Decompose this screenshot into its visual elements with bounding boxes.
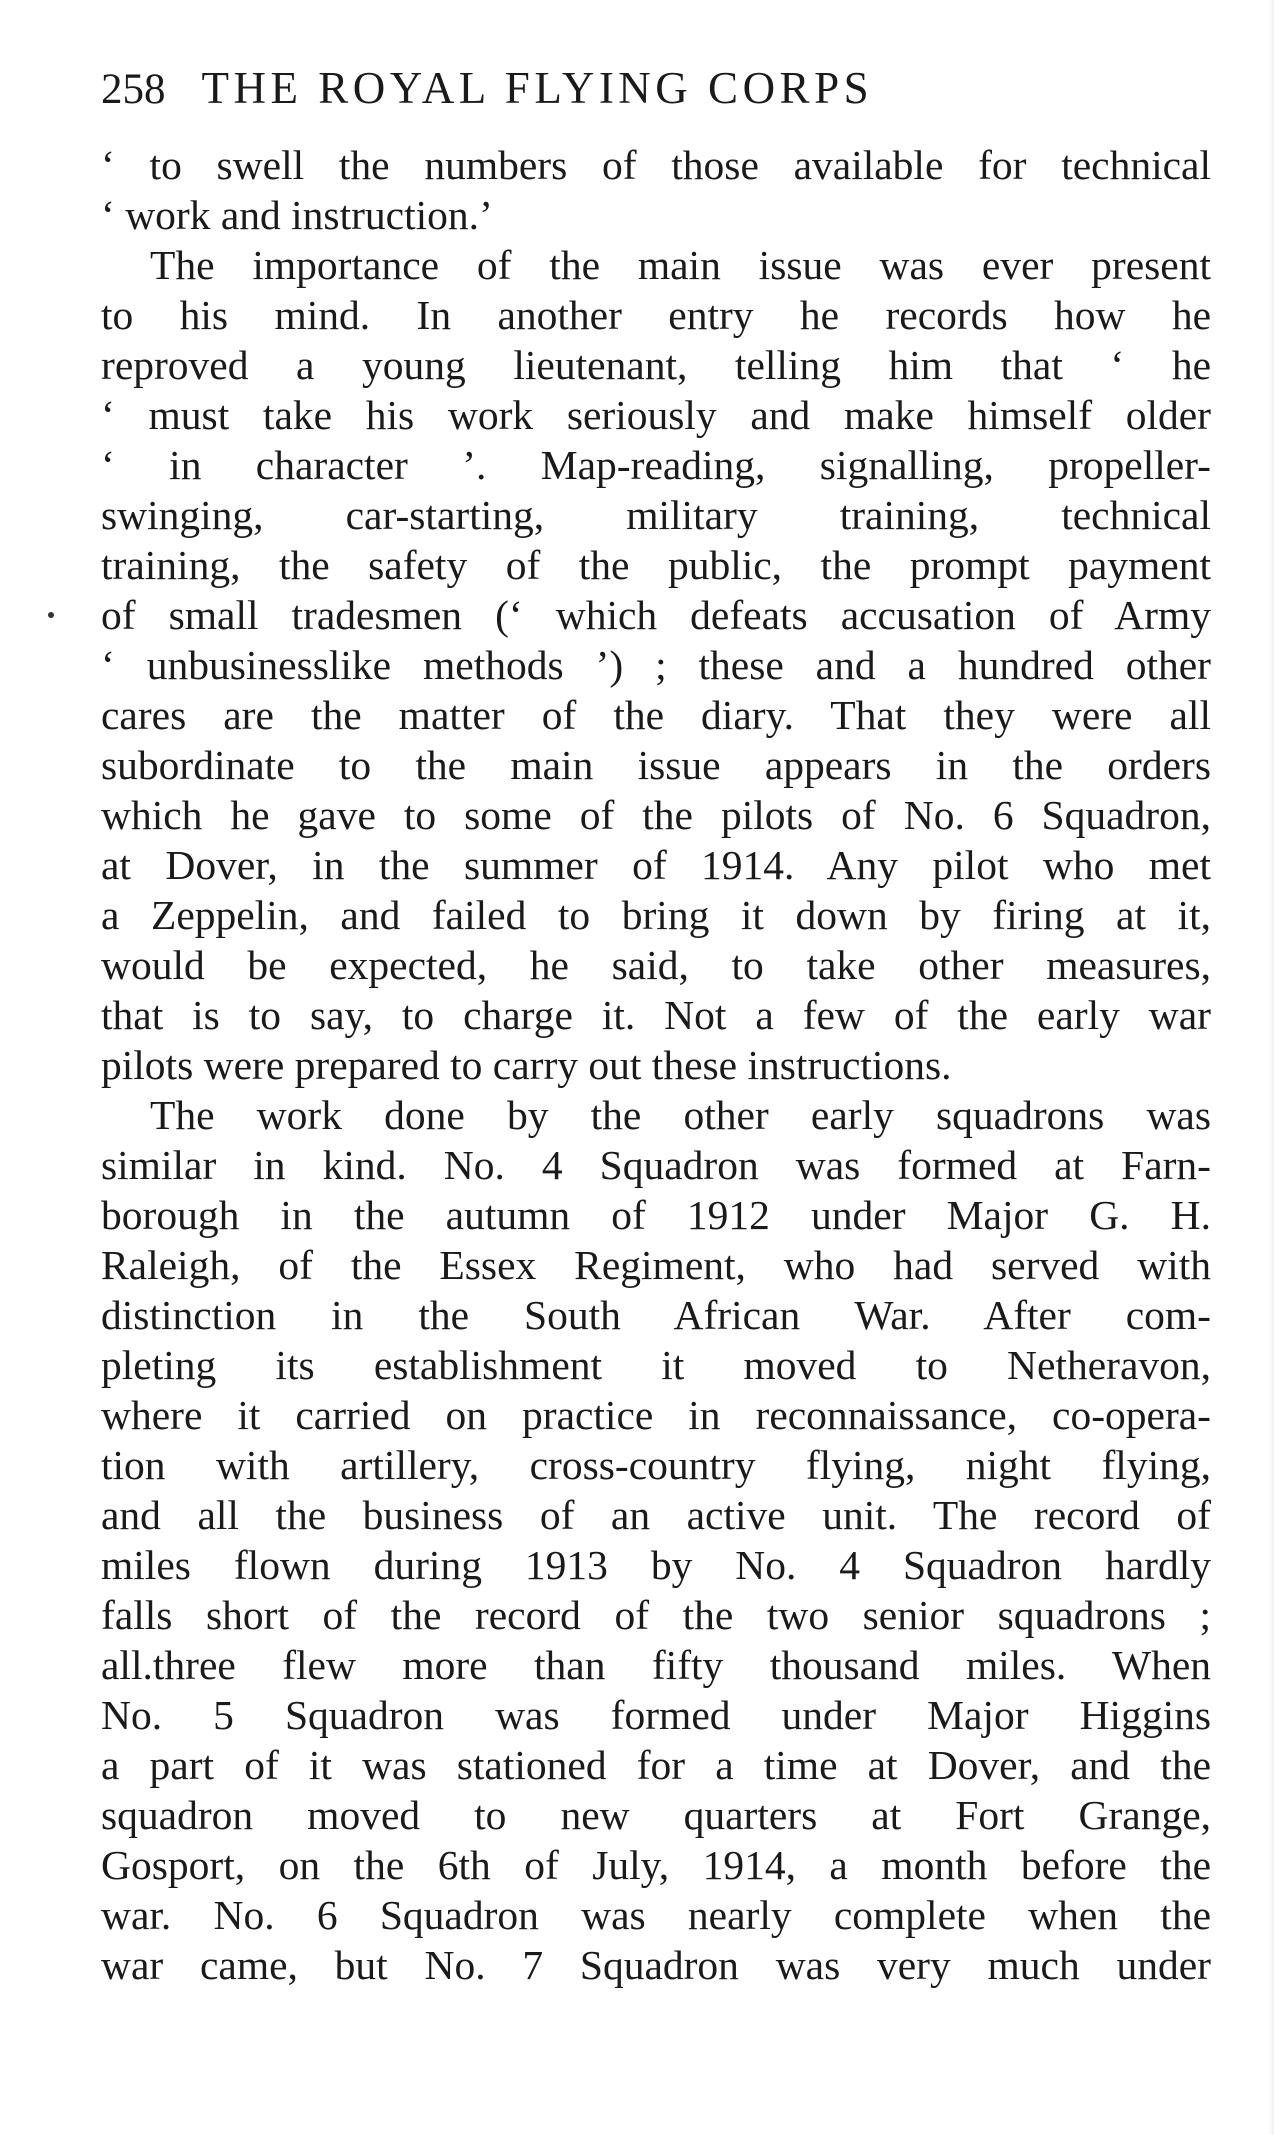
text-line: at Dover, in the summer of 1914. Any pilot who met xyxy=(101,842,1211,888)
margin-mark xyxy=(48,612,54,618)
text-line: subordinate to the main issue appears in the orders xyxy=(101,742,1211,788)
text-line: borough in the autumn of 1912 under Major G. H. xyxy=(101,1192,1211,1238)
text-line: and all the business of an active unit. The record of xyxy=(101,1492,1211,1538)
text-line: Raleigh, of the Essex Regiment, who had served with xyxy=(101,1242,1211,1288)
text-line: pilots were prepared to carry out these instructions. xyxy=(101,1042,952,1088)
page-edge xyxy=(1268,0,1274,2135)
page-number: 258 xyxy=(101,66,166,113)
text-line: cares are the matter of the diary. That they were all xyxy=(101,692,1211,738)
text-line: which he gave to some of the pilots of No. 6 Squadron, xyxy=(101,792,1211,838)
text-line: ‘ work and instruction.’ xyxy=(101,192,493,238)
text-line: where it carried on practice in reconnaissance, co-opera- xyxy=(101,1392,1211,1438)
text-line: a Zeppelin, and failed to bring it down by firing at it, xyxy=(101,892,1211,938)
text-line: ‘ must take his work seriously and make himself older xyxy=(101,392,1211,438)
text-line: miles flown during 1913 by No. 4 Squadron hardly xyxy=(101,1542,1211,1588)
text-line: of small tradesmen (‘ which defeats accusation of Army xyxy=(101,592,1211,638)
text-line: tion with artillery, cross-country flying, night flying, xyxy=(101,1442,1211,1488)
text-line: reproved a young lieutenant, telling him that ‘ he xyxy=(101,342,1211,388)
body-text xyxy=(101,140,1211,1990)
text-line: swinging, car-starting, military training, technical xyxy=(101,492,1211,538)
text-line: to his mind. In another entry he records how he xyxy=(101,292,1211,338)
text-line: all.three flew more than fifty thousand miles. When xyxy=(101,1642,1211,1688)
text-line: The work done by the other early squadrons was xyxy=(150,1092,1211,1138)
text-line: similar in kind. No. 4 Squadron was formed at Farn- xyxy=(101,1142,1211,1188)
text-line: training, the safety of the public, the prompt payment xyxy=(101,542,1211,588)
text-line: war. No. 6 Squadron was nearly complete when the xyxy=(101,1892,1211,1938)
text-line: ‘ to swell the numbers of those available for technical xyxy=(101,142,1211,188)
text-line: that is to say, to charge it. Not a few of the early war xyxy=(101,992,1211,1038)
text-line: pleting its establishment it moved to Netheravon, xyxy=(101,1342,1211,1388)
text-line: Gosport, on the 6th of July, 1914, a month before the xyxy=(101,1842,1211,1888)
text-line: squadron moved to new quarters at Fort Grange, xyxy=(101,1792,1211,1838)
text-line: distinction in the South African War. After com- xyxy=(101,1292,1211,1338)
text-line: The importance of the main issue was ever present xyxy=(150,242,1211,288)
text-line: a part of it was stationed for a time at Dover, and the xyxy=(101,1742,1211,1788)
text-line: war came, but No. 7 Squadron was very much under xyxy=(101,1942,1211,1988)
text-line: would be expected, he said, to take other measures, xyxy=(101,942,1211,988)
text-line: falls short of the record of the two senior squadrons ; xyxy=(101,1592,1211,1638)
text-line: ‘ unbusinesslike methods ’) ; these and a hundred other xyxy=(101,642,1211,688)
running-title: THE ROYAL FLYING CORPS xyxy=(201,63,874,113)
running-header xyxy=(101,58,1211,118)
text-line: ‘ in character ’. Map-reading, signalling, propeller- xyxy=(101,442,1211,488)
text-line: No. 5 Squadron was formed under Major Higgins xyxy=(101,1692,1211,1738)
